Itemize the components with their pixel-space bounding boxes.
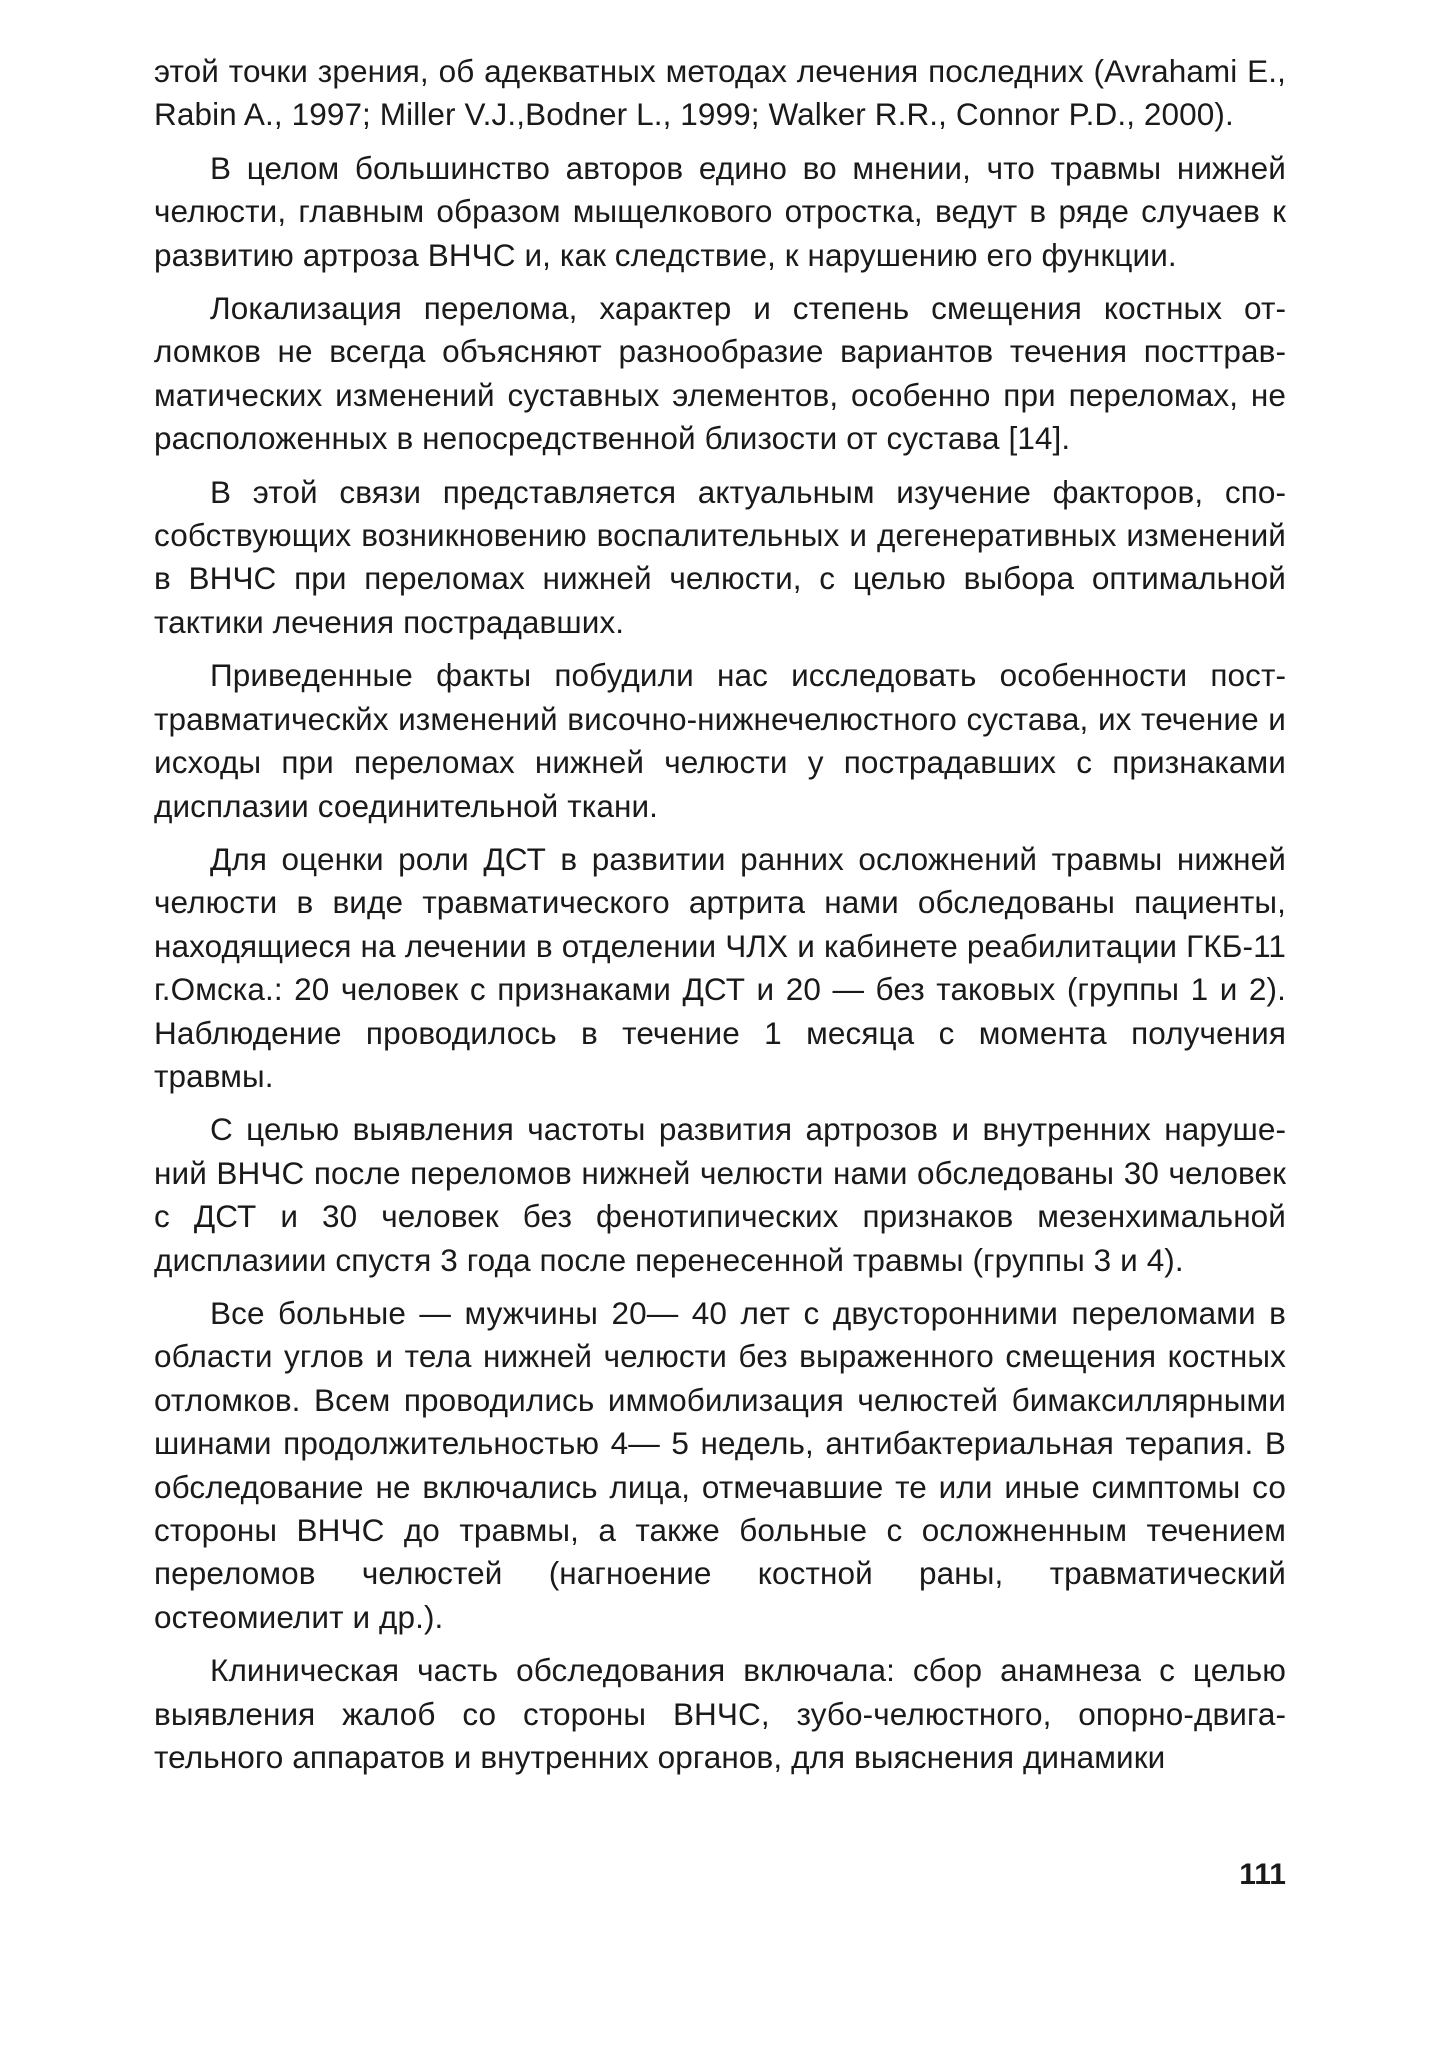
paragraph-1: этой точки зрения, об адекватных методах лечения последних (Avrahami E., Rabin A., 1997; Miller V.J.,Bodner L., 1999; Walker R.R., Connor P.D., 2000). (154, 53, 1286, 133)
paragraph-4: В этой связи представляется актуальным изучение факторов, способствующих возникновению воспалительных и дегенеративных изменений в ВНЧС при переломах нижней челюсти, с целью выбора оптимальной тактики лечения пострадавших. (154, 473, 1286, 640)
paragraph-5: Приведенные факты побудили нас исследовать особенности посттравматическйх изменений височно-нижнечелюстного сустава, их течение и исходы при переломах нижней челюсти у пострадавших с признаками дисплазии соединительной ткани. (154, 657, 1286, 824)
paragraph-3: Локализация перелома, характер и степень смещения костных отломков не всегда объясняют разнообразие вариантов течения посттравматических изменений суставных элементов, особенно при переломах, не расположенных в непосредственной близости от сустава [14]. (154, 290, 1286, 457)
body-text (154, 50, 1286, 1789)
paragraph-7: С целью выявления частоты развития артрозов и внутренних нарушений ВНЧС после переломов нижней челюсти нами обследованы 30 человек с ДСТ и 30 человек без фенотипических признаков мезенхимальной дисплазиии спустя 3 года после перенесенной травмы (группы 3 и 4). (154, 1111, 1286, 1278)
paragraph-9: Клиническая часть обследования включала: сбор анамнеза с целью выявления жалоб со стороны ВНЧС, зубо-челюстного, опорно-двигательного аппаратов и внутренних органов, для выяснения динамики (154, 1652, 1286, 1776)
paragraph-6: Для оценки роли ДСТ в развитии ранних осложнений травмы нижней челюсти в виде травматического артрита нами обследованы пациенты, находящиеся на лечении в отделении ЧЛХ и кабинете реабилитации ГКБ-11 г.Омска.: 20 человек с признаками ДСТ и 20 — без таковых (группы 1 и 2). Наблюдение проводилось в течение 1 месяца с момента получения травмы. (154, 840, 1286, 1094)
paragraph-8: Все больные — мужчины 20— 40 лет с двусторонними переломами в области углов и тела нижней челюсти без выраженного смещения костных отломков. Всем проводились иммобилизация челюстей бимаксиллярными шинами продолжительностью 4— 5 недель, антибактериальная терапия. В обследование не включались лица, отмечавшие те или иные симптомы со стороны ВНЧС до травмы, а также больные с осложненным течением переломов челюстей (нагноение костной раны, травматический остеомиелит и др.). (154, 1294, 1286, 1635)
page-number: 111 (1239, 1858, 1286, 1891)
paragraph-2: В целом большинство авторов едино во мнении, что травмы нижней челюсти, главным образом мыщелкового отростка, ведут в ряде случаев к развитию артроза ВНЧС и, как следствие, к нарушению его функции. (154, 149, 1286, 273)
